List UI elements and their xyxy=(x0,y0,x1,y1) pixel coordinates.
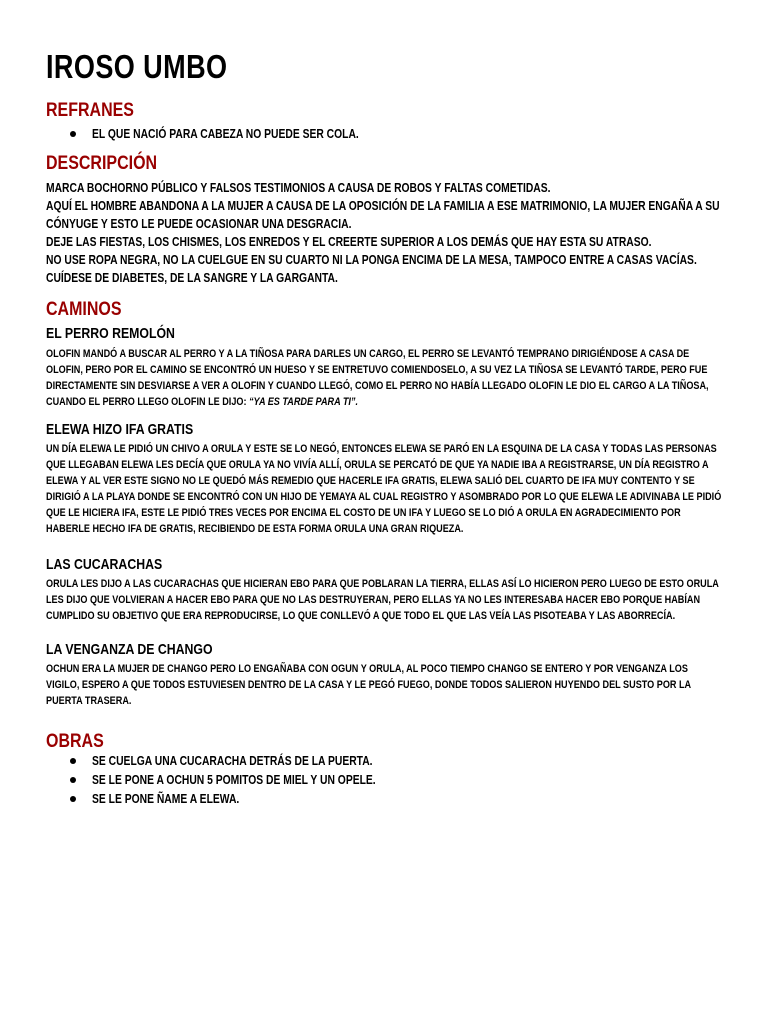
camino-text-elewa xyxy=(46,441,722,537)
bullet-icon xyxy=(70,796,76,802)
list-item: EL QUE NACIÓ PARA CABEZA NO PUEDE SER COLA. xyxy=(46,125,768,144)
camino-title-elewa: ELEWA HIZO IFA GRATIS xyxy=(46,421,194,438)
camino-text-venganza xyxy=(46,661,722,709)
refranes-heading: REFRANES xyxy=(46,99,134,121)
descripcion-line: AQUÍ EL HOMBRE ABANDONA A LA MUJER A CAUSA DE LA OPOSICIÓN DE LA FAMILIA A ESE MATRIMONIO, LA MUJER ENGAÑA A SU CÓNYUGE Y ESTO LE PUEDE OCASIONAR UNA DESGRACIA. xyxy=(46,199,720,231)
document-title: IROSO UMBO xyxy=(46,48,228,85)
camino-elewa-text: UN DÍA ELEWA LE PIDIÓ UN CHIVO A ORULA Y ESTE SE LO NEGÓ, ENTONCES ELEWA SE PARÓ EN LA ESQUINA DE LA CASA Y TODAS LAS PERSONAS QUE LLEGABAN ELEWA LES DECÍA QUE ORULA YA NO VIVÍA ALLÍ, ORULA SE PERCATÓ DE QUE YA NADIE IBA A REGISTRARSE, UN DÍA REGISTRO A ELEWA Y AL VER ESTE SIGNO NO LE QUEDÓ MÁS REMEDIO QUE HACERLE IFA GRATIS, ELEWA SALIÓ DEL CUARTO DE IFA MUY CONTENTO Y SE DIRIGIÓ A LA PLAYA DONDE SE ENCONTRÓ CON UN HIJO DE YEMAYA AL CUAL REGISTRO Y ASOMBRADO POR LO QUE ELEWA LE ADIVINABA LE PIDIÓ QUE LE HICIERA IFA, ESTE LE PIDIÓ TRES VECES POR ENCIMA EL COSTO DE UN IFA Y LUEGO SE LO DIÓ A ORULA EN AGRADECIMIENTO POR HABERLE HECHO IFA DE GRATIS, RECIBIENDO DE ESTA FORMA ORULA UNA GRAN RIQUEZA. xyxy=(46,443,722,535)
list-item: SE LE PONE ÑAME A ELEWA. xyxy=(46,790,768,809)
caminos-heading: CAMINOS xyxy=(46,298,122,320)
descripcion-line: NO USE ROPA NEGRA, NO LA CUELGUE EN SU CUARTO NI LA PONGA ENCIMA DE LA MESA, TAMPOCO ENTRE A CASAS VACÍAS. xyxy=(46,253,697,267)
bullet-icon xyxy=(70,131,76,137)
camino-venganza-text: OCHUN ERA LA MUJER DE CHANGO PERO LO ENGAÑABA CON OGUN Y ORULA, AL POCO TIEMPO CHANGO SE ENTERO Y POR VENGANZA LOS VIGILO, ESPERO A QUE TODOS ESTUVIESEN DENTRO DE LA CASA Y LE PEGÓ FUEGO, DONDE TODOS SALIERON HUYENDO DEL SUSTO POR LA PUERTA TRASERA. xyxy=(46,663,691,707)
obras-list xyxy=(46,752,768,809)
camino-cucarachas-text: ORULA LES DIJO A LAS CUCARACHAS QUE HICIERAN EBO PARA QUE POBLARAN LA TIERRA, ELLAS ASÍ LO HICIERON PERO LUEGO DE ESTO ORULA LES DIJO QUE VOLVIERAN A HACER EBO PARA QUE NO LAS DESTRUYERAN, PERO ELLAS YA NO LES INTERESABA HACER EBO PORQUE HABÍAN CUMPLIDO SU OBJETIVO QUE ERA REPRODUCIRSE, LO QUE CONLLEVÓ A QUE TODO EL QUE LAS VEÍA LAS PISOTEABA Y LAS ABORRECÍA. xyxy=(46,578,719,622)
bullet-icon xyxy=(70,777,76,783)
bullet-icon xyxy=(70,758,76,764)
descripcion-line: CUÍDESE DE DIABETES, DE LA SANGRE Y LA GARGANTA. xyxy=(46,271,338,285)
camino-title-venganza: LA VENGANZA DE CHANGO xyxy=(46,641,213,658)
camino-perro-quote: “YA ES TARDE PARA TI”. xyxy=(249,396,359,408)
camino-title-perro: EL PERRO REMOLÓN xyxy=(46,325,175,342)
list-item: SE CUELGA UNA CUCARACHA DETRÁS DE LA PUERTA. xyxy=(46,752,768,771)
list-item: SE LE PONE A OCHUN 5 POMITOS DE MIEL Y UN OPELE. xyxy=(46,771,768,790)
descripcion-body xyxy=(46,179,722,287)
camino-perro-text: OLOFIN MANDÓ A BUSCAR AL PERRO Y A LA TIÑOSA PARA DARLES UN CARGO, EL PERRO SE LEVANTÓ TEMPRANO DIRIGIÉNDOSE A CASA DE OLOFIN, PERO POR EL CAMINO SE ENCONTRÓ UN HUESO Y SE ENTRETUVO COMIENDOSELO, A SU VEZ LA TIÑOSA SE LEVANTÓ TARDE, PERO FUE DIRECTAMENTE SIN DESVIARSE A VER A OLOFIN Y CUANDO LLEGÓ, COMO EL PERRO NO HABÍA LLEGADO OLOFIN LE DIO EL CARGO A LA TIÑOSA, CUANDO EL PERRO LLEGO OLOFIN LE DIJO: xyxy=(46,348,709,408)
descripcion-line: DEJE LAS FIESTAS, LOS CHISMES, LOS ENREDOS Y EL CREERTE SUPERIOR A LOS DEMÁS QUE HAY ESTA SU ATRASO. xyxy=(46,235,652,249)
camino-text-cucarachas xyxy=(46,576,722,624)
descripcion-heading: DESCRIPCIÓN xyxy=(46,152,158,174)
camino-text-perro xyxy=(46,346,722,410)
descripcion-line: MARCA BOCHORNO PÚBLICO Y FALSOS TESTIMONIOS A CAUSA DE ROBOS Y FALTAS COMETIDAS. xyxy=(46,181,551,195)
camino-title-cucarachas: LAS CUCARACHAS xyxy=(46,556,163,573)
refranes-list xyxy=(46,125,768,144)
obras-heading: OBRAS xyxy=(46,730,104,752)
